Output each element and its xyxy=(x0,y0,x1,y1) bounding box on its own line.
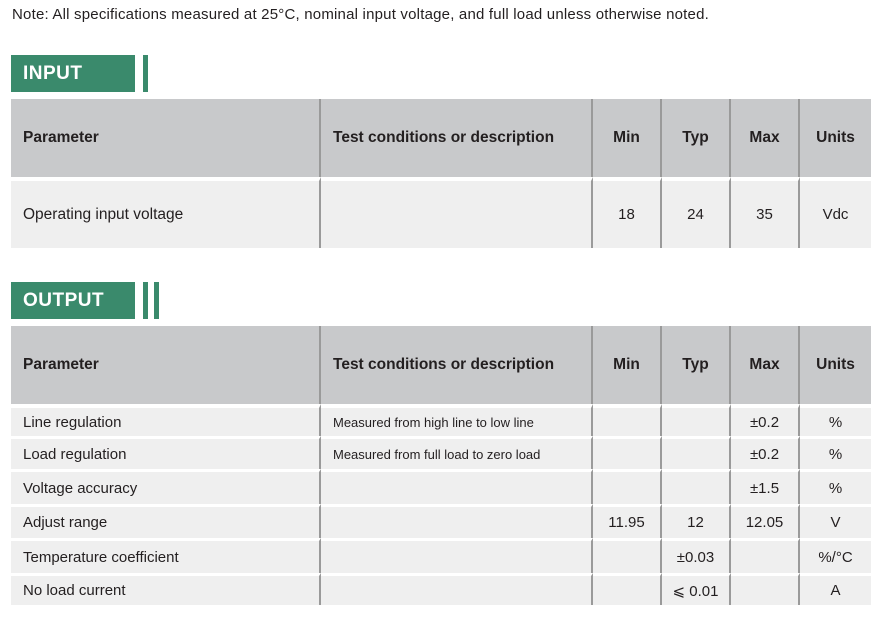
cell-max: ±0.2 xyxy=(731,436,800,469)
col-header-max: Max xyxy=(731,99,800,177)
cell-units: % xyxy=(800,436,871,469)
table-row xyxy=(11,538,871,573)
table-row xyxy=(11,177,871,248)
cell-max xyxy=(731,538,800,573)
cell-conditions xyxy=(321,469,593,504)
cell-conditions xyxy=(321,538,593,573)
col-header-units: Units xyxy=(800,326,871,404)
cell-conditions xyxy=(321,504,593,538)
cell-units: Vdc xyxy=(800,177,871,248)
cell-min xyxy=(593,404,662,436)
table-row xyxy=(11,404,871,436)
cell-typ xyxy=(662,469,731,504)
cell-max xyxy=(731,573,800,605)
col-header-max: Max xyxy=(731,326,800,404)
cell-typ: ±0.03 xyxy=(662,538,731,573)
col-header-typ: Typ xyxy=(662,99,731,177)
col-header-conditions: Test conditions or description xyxy=(321,99,593,177)
cell-conditions: Measured from high line to low line xyxy=(321,404,593,436)
cell-max: 12.05 xyxy=(731,504,800,538)
table-header-row xyxy=(11,326,871,404)
spec-note: Note: All specifications measured at 25°C, nominal input voltage, and full load unless otherwise noted. xyxy=(12,6,709,23)
cell-typ: 24 xyxy=(662,177,731,248)
table-row xyxy=(11,436,871,469)
table-header-row xyxy=(11,99,871,177)
table-row xyxy=(11,469,871,504)
cell-parameter: Adjust range xyxy=(11,504,321,538)
cell-min xyxy=(593,469,662,504)
cell-min: 11.95 xyxy=(593,504,662,538)
cell-conditions xyxy=(321,177,593,248)
cell-parameter: Load regulation xyxy=(11,436,321,469)
col-header-min: Min xyxy=(593,326,662,404)
output-spec-table xyxy=(11,326,871,605)
cell-typ: 12 xyxy=(662,504,731,538)
col-header-min: Min xyxy=(593,99,662,177)
cell-max: ±0.2 xyxy=(731,404,800,436)
section-accent-bar xyxy=(143,55,148,92)
cell-units: V xyxy=(800,504,871,538)
section-accent-bar xyxy=(143,282,148,319)
cell-parameter: Operating input voltage xyxy=(11,177,321,248)
cell-conditions xyxy=(321,573,593,605)
cell-typ xyxy=(662,404,731,436)
col-header-conditions: Test conditions or description xyxy=(321,326,593,404)
output-section-title: OUTPUT xyxy=(11,282,135,319)
col-header-parameter: Parameter xyxy=(11,326,321,404)
cell-parameter: No load current xyxy=(11,573,321,605)
cell-units: A xyxy=(800,573,871,605)
cell-typ xyxy=(662,436,731,469)
col-header-typ: Typ xyxy=(662,326,731,404)
cell-max: 35 xyxy=(731,177,800,248)
input-section-title: INPUT xyxy=(11,55,135,92)
cell-conditions: Measured from full load to zero load xyxy=(321,436,593,469)
cell-units: % xyxy=(800,404,871,436)
col-header-units: Units xyxy=(800,99,871,177)
cell-parameter: Line regulation xyxy=(11,404,321,436)
table-row xyxy=(11,573,871,605)
col-header-parameter: Parameter xyxy=(11,99,321,177)
cell-typ: ⩽ 0.01 xyxy=(662,573,731,605)
cell-min xyxy=(593,573,662,605)
cell-units: % xyxy=(800,469,871,504)
cell-units: %/°C xyxy=(800,538,871,573)
input-spec-table xyxy=(11,99,871,248)
cell-parameter: Voltage accuracy xyxy=(11,469,321,504)
cell-max: ±1.5 xyxy=(731,469,800,504)
cell-parameter: Temperature coefficient xyxy=(11,538,321,573)
table-row xyxy=(11,504,871,538)
cell-min xyxy=(593,436,662,469)
section-accent-bar xyxy=(154,282,159,319)
cell-min: 18 xyxy=(593,177,662,248)
cell-min xyxy=(593,538,662,573)
